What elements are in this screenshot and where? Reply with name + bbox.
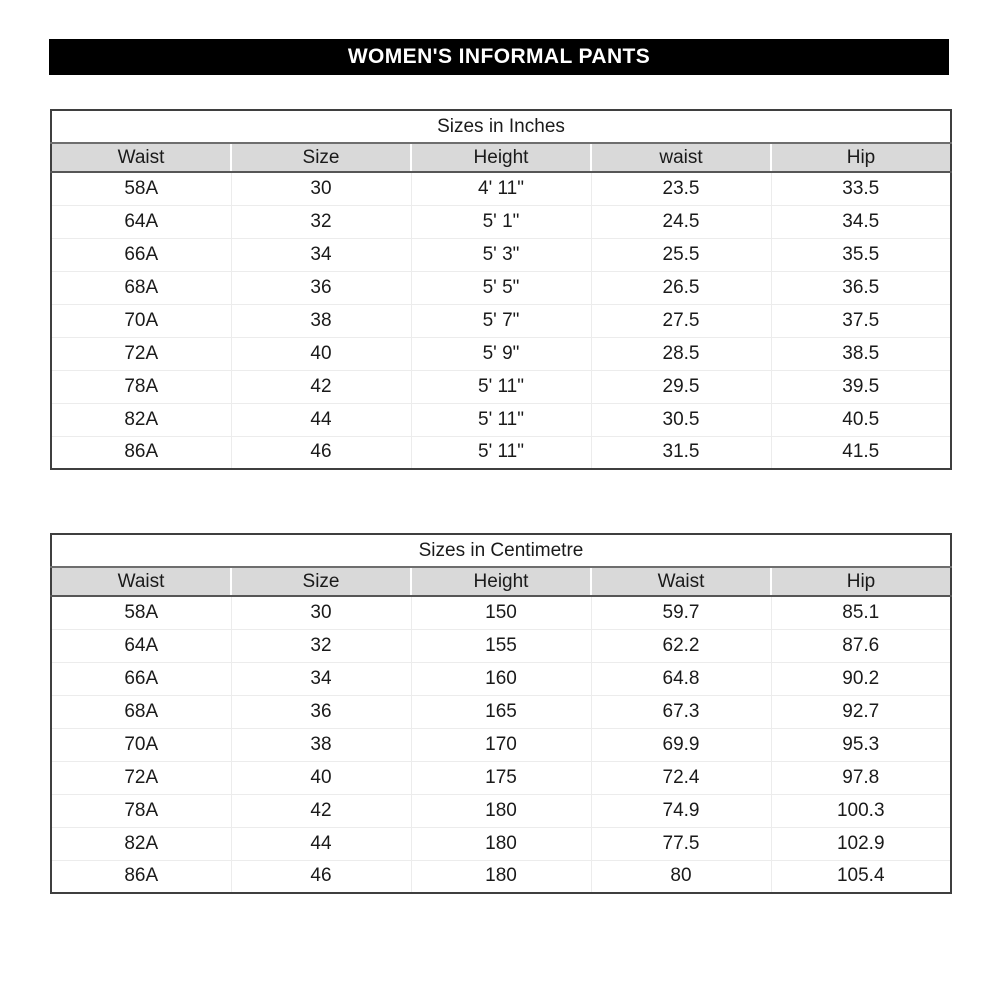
table-cell: 74.9 <box>591 794 771 827</box>
title-bar <box>49 39 949 75</box>
table-cell: 105.4 <box>771 860 951 893</box>
table-cell: 102.9 <box>771 827 951 860</box>
table-cell: 85.1 <box>771 596 951 629</box>
table-row <box>51 370 951 403</box>
table-cell: 82A <box>51 827 231 860</box>
table-cell: 150 <box>411 596 591 629</box>
table-cell: 25.5 <box>591 238 771 271</box>
table-cell: 77.5 <box>591 827 771 860</box>
table-row <box>51 728 951 761</box>
table-row <box>51 172 951 205</box>
table-cell: 44 <box>231 403 411 436</box>
table-cell: 38 <box>231 304 411 337</box>
table-cell: 36.5 <box>771 271 951 304</box>
centimetre-table-section <box>50 533 952 894</box>
table-cell: 28.5 <box>591 337 771 370</box>
table-cell: 42 <box>231 370 411 403</box>
column-header: Hip <box>771 143 951 172</box>
table-cell: 30.5 <box>591 403 771 436</box>
table-cell: 46 <box>231 436 411 469</box>
column-header: Height <box>411 567 591 596</box>
column-header: waist <box>591 143 771 172</box>
table-row <box>51 629 951 662</box>
table-caption-row <box>51 110 951 143</box>
table-cell: 32 <box>231 205 411 238</box>
table-row <box>51 271 951 304</box>
table-cell: 38 <box>231 728 411 761</box>
table-cell: 95.3 <box>771 728 951 761</box>
table-cell: 46 <box>231 860 411 893</box>
table-row <box>51 695 951 728</box>
table-cell: 26.5 <box>591 271 771 304</box>
column-header: Hip <box>771 567 951 596</box>
column-header: Waist <box>51 143 231 172</box>
table-cell: 86A <box>51 860 231 893</box>
table-cell: 37.5 <box>771 304 951 337</box>
table-cell: 82A <box>51 403 231 436</box>
table-cell: 5' 11" <box>411 436 591 469</box>
table-cell: 68A <box>51 695 231 728</box>
table-cell: 70A <box>51 304 231 337</box>
table-row <box>51 794 951 827</box>
table-cell: 64.8 <box>591 662 771 695</box>
table-row <box>51 860 951 893</box>
table-cell: 41.5 <box>771 436 951 469</box>
table-cell: 40 <box>231 337 411 370</box>
table-cell: 33.5 <box>771 172 951 205</box>
column-header: Size <box>231 143 411 172</box>
table-header-row <box>51 143 951 172</box>
table-cell: 5' 1" <box>411 205 591 238</box>
table-row <box>51 304 951 337</box>
table-row <box>51 403 951 436</box>
table-cell: 59.7 <box>591 596 771 629</box>
table-cell: 36 <box>231 271 411 304</box>
table-cell: 68A <box>51 271 231 304</box>
table-cell: 175 <box>411 761 591 794</box>
column-header: Waist <box>51 567 231 596</box>
table-row <box>51 596 951 629</box>
table-cell: 27.5 <box>591 304 771 337</box>
table-body <box>51 596 951 893</box>
table-row <box>51 827 951 860</box>
table-cell: 90.2 <box>771 662 951 695</box>
table-cell: 58A <box>51 596 231 629</box>
table-cell: 80 <box>591 860 771 893</box>
sizes-in-inches-table <box>50 109 952 470</box>
table-cell: 87.6 <box>771 629 951 662</box>
table-row <box>51 761 951 794</box>
table-cell: 78A <box>51 370 231 403</box>
table-cell: 66A <box>51 662 231 695</box>
table-cell: 5' 7" <box>411 304 591 337</box>
table-cell: 36 <box>231 695 411 728</box>
table-cell: 72A <box>51 761 231 794</box>
table-body <box>51 172 951 469</box>
column-header: Waist <box>591 567 771 596</box>
table-cell: 72.4 <box>591 761 771 794</box>
table-cell: 155 <box>411 629 591 662</box>
table-cell: 34 <box>231 662 411 695</box>
table-cell: 180 <box>411 827 591 860</box>
table-cell: 97.8 <box>771 761 951 794</box>
table-cell: 39.5 <box>771 370 951 403</box>
table-cell: 86A <box>51 436 231 469</box>
table-cell: 29.5 <box>591 370 771 403</box>
table-cell: 23.5 <box>591 172 771 205</box>
table-cell: 70A <box>51 728 231 761</box>
table-cell: 34 <box>231 238 411 271</box>
table-cell: 78A <box>51 794 231 827</box>
table-cell: 160 <box>411 662 591 695</box>
table-cell: 58A <box>51 172 231 205</box>
table-caption: Sizes in Centimetre <box>51 534 951 567</box>
table-cell: 40 <box>231 761 411 794</box>
table-cell: 180 <box>411 794 591 827</box>
table-cell: 180 <box>411 860 591 893</box>
table-cell: 5' 3" <box>411 238 591 271</box>
table-caption-row <box>51 534 951 567</box>
table-cell: 5' 11" <box>411 403 591 436</box>
table-cell: 170 <box>411 728 591 761</box>
table-row <box>51 662 951 695</box>
table-cell: 165 <box>411 695 591 728</box>
table-cell: 5' 11" <box>411 370 591 403</box>
table-cell: 67.3 <box>591 695 771 728</box>
table-cell: 24.5 <box>591 205 771 238</box>
table-cell: 40.5 <box>771 403 951 436</box>
table-cell: 5' 9" <box>411 337 591 370</box>
table-cell: 72A <box>51 337 231 370</box>
table-cell: 30 <box>231 596 411 629</box>
table-cell: 42 <box>231 794 411 827</box>
table-cell: 31.5 <box>591 436 771 469</box>
table-header-row <box>51 567 951 596</box>
table-caption: Sizes in Inches <box>51 110 951 143</box>
table-cell: 38.5 <box>771 337 951 370</box>
table-cell: 64A <box>51 629 231 662</box>
table-cell: 64A <box>51 205 231 238</box>
table-cell: 62.2 <box>591 629 771 662</box>
table-cell: 34.5 <box>771 205 951 238</box>
table-cell: 66A <box>51 238 231 271</box>
table-row <box>51 205 951 238</box>
sizes-in-centimetre-table <box>50 533 952 894</box>
table-row <box>51 436 951 469</box>
page-title: WOMEN'S INFORMAL PANTS <box>347 45 651 68</box>
inches-table-section <box>50 109 952 470</box>
table-cell: 92.7 <box>771 695 951 728</box>
table-cell: 35.5 <box>771 238 951 271</box>
table-row <box>51 337 951 370</box>
column-header: Height <box>411 143 591 172</box>
table-row <box>51 238 951 271</box>
column-header: Size <box>231 567 411 596</box>
table-cell: 100.3 <box>771 794 951 827</box>
table-cell: 69.9 <box>591 728 771 761</box>
table-cell: 4' 11" <box>411 172 591 205</box>
table-cell: 30 <box>231 172 411 205</box>
table-cell: 5' 5" <box>411 271 591 304</box>
table-cell: 32 <box>231 629 411 662</box>
table-cell: 44 <box>231 827 411 860</box>
